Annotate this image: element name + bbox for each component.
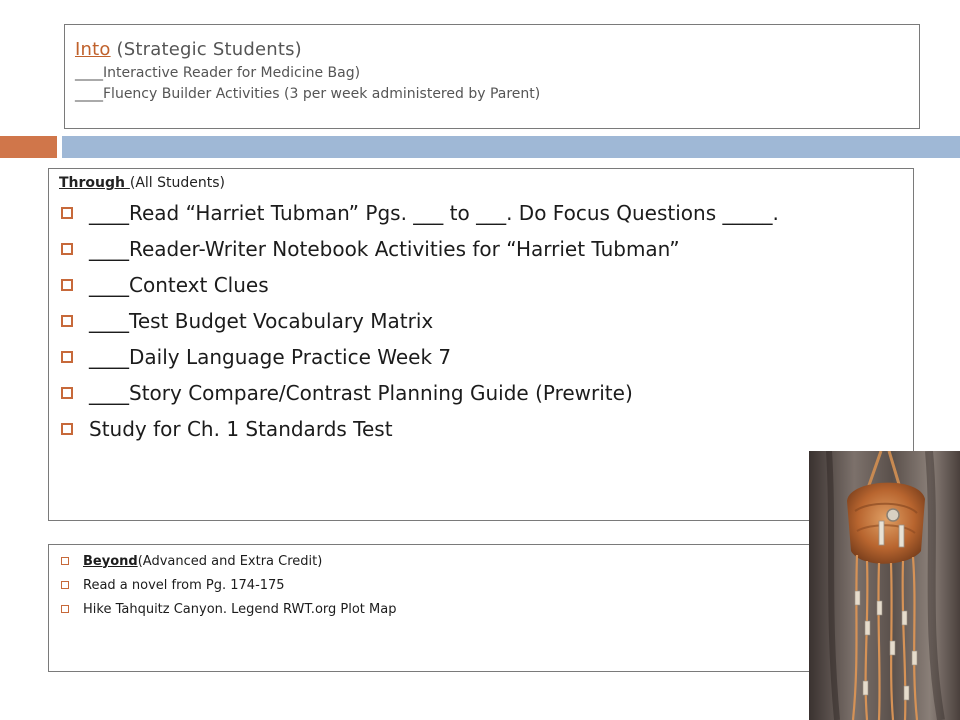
into-line-2: ____Fluency Builder Activities (3 per week administered by Parent) <box>75 86 541 102</box>
medicine-bag-illustration <box>809 451 960 720</box>
square-bullet-icon <box>61 351 73 363</box>
beyond-section <box>48 544 914 672</box>
list-item <box>59 411 903 447</box>
square-bullet-icon <box>61 605 69 613</box>
into-line-1: ____Interactive Reader for Medicine Bag) <box>75 65 361 81</box>
square-bullet-icon <box>61 581 69 589</box>
medicine-bag-photo <box>809 451 960 720</box>
list-item <box>59 303 903 339</box>
through-title <box>59 175 903 191</box>
square-bullet-icon <box>61 279 73 291</box>
into-title-rest: (Strategic Students) <box>110 39 302 60</box>
through-list <box>59 195 903 447</box>
into-title <box>75 39 909 60</box>
square-bullet-icon <box>61 387 73 399</box>
list-item-text: ____Context Clues <box>89 273 269 297</box>
list-item-text: ____Reader-Writer Notebook Activities for “Harriet Tubman” <box>89 237 680 261</box>
square-bullet-icon <box>61 207 73 219</box>
list-item <box>59 375 903 411</box>
into-section <box>64 24 920 129</box>
through-title-key: Through <box>59 175 130 191</box>
list-item-text: Hike Tahquitz Canyon. Legend RWT.org Plot Map <box>83 601 397 617</box>
square-bullet-icon <box>61 423 73 435</box>
into-title-key: Into <box>75 39 111 60</box>
beyond-title-rest: (Advanced and Extra Credit) <box>137 553 323 569</box>
list-item-text: ____Read “Harriet Tubman” Pgs. ___ to ___. Do Focus Questions _____. <box>89 201 779 225</box>
beyond-list <box>59 549 903 621</box>
square-bullet-icon <box>61 243 73 255</box>
accent-bar-orange <box>0 136 57 158</box>
square-bullet-icon <box>61 557 69 565</box>
list-item <box>59 573 903 597</box>
list-item-text: ____Daily Language Practice Week 7 <box>89 345 452 369</box>
list-item-text: Study for Ch. 1 Standards Test <box>89 417 393 441</box>
list-item <box>59 231 903 267</box>
beyond-title <box>59 549 903 573</box>
list-item-text: Read a novel from Pg. 174-175 <box>83 577 285 593</box>
list-item-text: ____Story Compare/Contrast Planning Guide (Prewrite) <box>89 381 633 405</box>
list-item <box>59 267 903 303</box>
square-bullet-icon <box>61 315 73 327</box>
through-section <box>48 168 914 521</box>
list-item <box>59 339 903 375</box>
beyond-title-key: Beyond <box>83 553 138 569</box>
list-item <box>59 195 903 231</box>
list-item-text: ____Test Budget Vocabulary Matrix <box>89 309 434 333</box>
through-title-rest: (All Students) <box>129 175 226 191</box>
accent-bar-blue <box>62 136 960 158</box>
list-item <box>59 597 903 621</box>
